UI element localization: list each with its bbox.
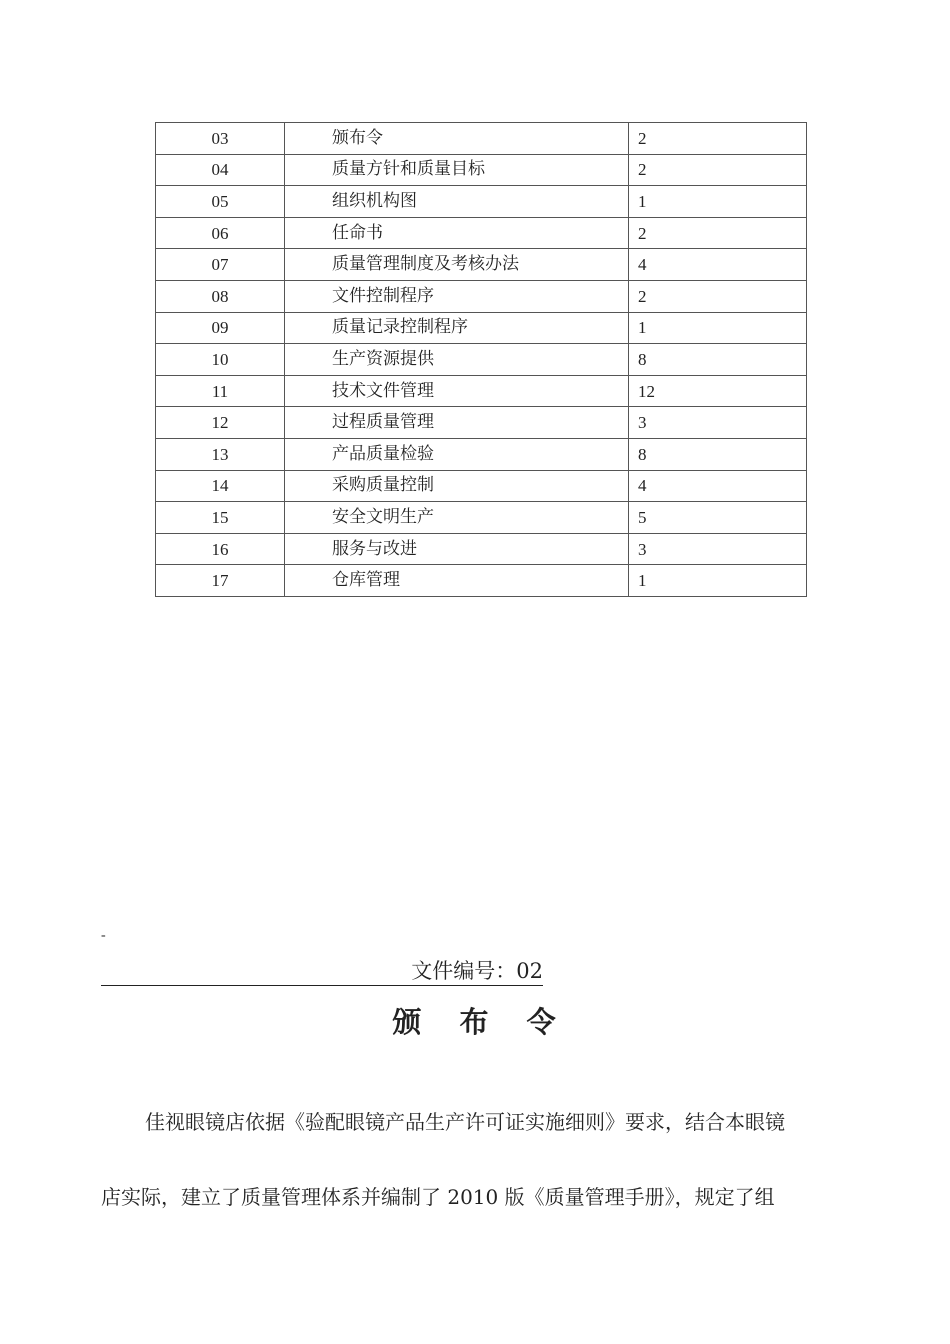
section-number-cell: 15 — [156, 502, 285, 534]
section-title-cell: 采购质量控制 — [285, 470, 629, 502]
section-number-cell: 03 — [156, 123, 285, 155]
table-row — [156, 344, 807, 376]
table-row — [156, 280, 807, 312]
page-count-cell: 8 — [629, 344, 807, 376]
section-title-cell: 安全文明生产 — [285, 502, 629, 534]
section-title-cell: 质量方针和质量目标 — [285, 154, 629, 186]
page-count-cell: 3 — [629, 533, 807, 565]
page-count-cell: 1 — [629, 565, 807, 597]
section-title-cell: 质量管理制度及考核办法 — [285, 249, 629, 281]
page-count-cell: 12 — [629, 375, 807, 407]
section-title-cell: 生产资源提供 — [285, 344, 629, 376]
section-title-cell: 颁布令 — [285, 123, 629, 155]
section-title-cell: 仓库管理 — [285, 565, 629, 597]
table-row — [156, 565, 807, 597]
table-row — [156, 123, 807, 155]
table-row — [156, 186, 807, 218]
page-count-cell: 8 — [629, 438, 807, 470]
page-count-cell: 2 — [629, 154, 807, 186]
page-count-cell: 2 — [629, 123, 807, 155]
table-of-contents — [155, 122, 807, 597]
section-number-cell: 11 — [156, 375, 285, 407]
section-title-cell: 组织机构图 — [285, 186, 629, 218]
page-count-cell: 1 — [629, 186, 807, 218]
section-title-cell: 质量记录控制程序 — [285, 312, 629, 344]
page-count-cell: 4 — [629, 470, 807, 502]
section-number-cell: 14 — [156, 470, 285, 502]
table-row — [156, 375, 807, 407]
section-title-cell: 服务与改进 — [285, 533, 629, 565]
table-row — [156, 154, 807, 186]
page-count-cell: 5 — [629, 502, 807, 534]
section-number-cell: 12 — [156, 407, 285, 439]
section-title-cell: 文件控制程序 — [285, 280, 629, 312]
section-number-cell: 05 — [156, 186, 285, 218]
table-row — [156, 438, 807, 470]
table-row — [156, 217, 807, 249]
section-title-cell: 任命书 — [285, 217, 629, 249]
section-number-cell: 06 — [156, 217, 285, 249]
section-title-cell: 技术文件管理 — [285, 375, 629, 407]
body-line-1: 佳视眼镜店依据《验配眼镜产品生产许可证实施细则》要求，结合本眼镜 — [145, 1110, 785, 1134]
table-row — [156, 312, 807, 344]
page-count-cell: 2 — [629, 217, 807, 249]
body-line-2: 店实际，建立了质量管理体系并编制了 2010 版《质量管理手册》，规定了组 — [101, 1185, 775, 1209]
page-count-cell: 1 — [629, 312, 807, 344]
table-row — [156, 533, 807, 565]
table-row — [156, 407, 807, 439]
page-count-cell: 4 — [629, 249, 807, 281]
section-number-cell: 09 — [156, 312, 285, 344]
section-title-cell: 过程质量管理 — [285, 407, 629, 439]
page-count-cell: 3 — [629, 407, 807, 439]
table-row — [156, 470, 807, 502]
section-number-cell: 13 — [156, 438, 285, 470]
table-row — [156, 249, 807, 281]
section-title-cell: 产品质量检验 — [285, 438, 629, 470]
document-number: 文件编号：02 — [101, 957, 543, 986]
section-number-cell: 04 — [156, 154, 285, 186]
section-number-cell: 17 — [156, 565, 285, 597]
document-title: 颁 布 令 — [392, 1005, 570, 1039]
section-number-cell: 08 — [156, 280, 285, 312]
toc-body — [156, 123, 807, 597]
section-number-cell: 10 — [156, 344, 285, 376]
page-mark: - — [101, 928, 106, 943]
section-number-cell: 16 — [156, 533, 285, 565]
table-row — [156, 502, 807, 534]
page-count-cell: 2 — [629, 280, 807, 312]
section-number-cell: 07 — [156, 249, 285, 281]
